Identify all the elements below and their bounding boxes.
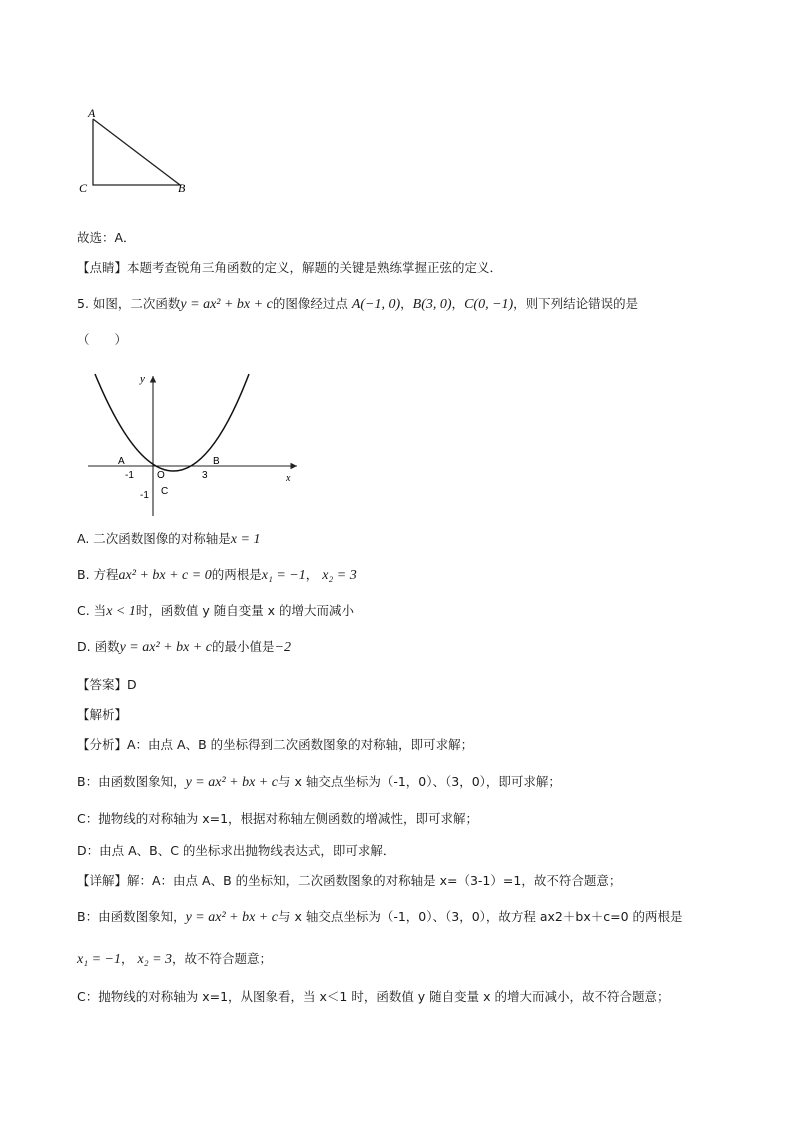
point-a-label: A: [118, 456, 125, 467]
parabola-graph: [80, 368, 310, 520]
option-b-text2: 的两根是: [211, 567, 262, 582]
point-b-label: B: [213, 456, 220, 467]
option-b-root2: x₂ = 3: [322, 568, 357, 583]
analysis-line-4: D：由点 A、B、C 的坐标求出抛物线表达式，即可求解．: [77, 843, 396, 858]
option-c: [77, 602, 354, 621]
detail-line-3-post: ，故不符合题意；: [172, 951, 273, 966]
analysis-line-1: 【分析】A：由点 A、B 的坐标得到二次函数图象的对称轴，即可求解；: [77, 737, 474, 752]
x-axis-label: x: [286, 473, 291, 484]
detail-line-3: [77, 950, 272, 969]
answer-paren: （ ）: [77, 332, 128, 347]
tick-neg1-x: -1: [125, 470, 134, 481]
detail-line-2: [77, 908, 683, 927]
detail-root2: x₂ = 3: [137, 952, 173, 967]
point-a: A(−1, 0): [351, 297, 401, 312]
tick-3: 3: [202, 470, 208, 481]
detail-line-4: C：抛物线的对称轴为 x=1，从图象看，当 x＜1 时，函数值 y 随自变量 x 的增大而减小，故不符合题意；: [77, 989, 670, 1004]
separator: ，: [305, 567, 319, 582]
option-d-value: −2: [274, 640, 291, 655]
analysis-line-2-post: 与 x 轴交点坐标为（-1，0）、（3，0），即可求解；: [277, 774, 561, 789]
point-c: C(0, −1): [464, 297, 514, 312]
triangle-figure: [70, 104, 200, 196]
detail-line-2-post: 与 x 轴交点坐标为（-1，0）、（3，0），故方程 ax2＋bx＋c=0 的两根是: [277, 909, 683, 924]
question-mid: 的图像经过点: [272, 296, 348, 311]
previous-comment: 【点睛】本题考查锐角三角函数的定义，解题的关键是熟练掌握正弦的定义．: [77, 260, 503, 275]
option-b-text: B. 方程: [77, 567, 119, 582]
point-b: B(3, 0): [412, 297, 452, 312]
detail-line-1: 【详解】解：A：由点 A、B 的坐标知，二次函数图象的对称轴是 x=（3-1）=1，故不符合题意；: [77, 873, 622, 888]
option-c-text: C. 当: [77, 603, 107, 618]
option-d-text2: 的最小值是: [211, 639, 275, 654]
option-c-math: x < 1: [106, 604, 136, 619]
option-b-root1: x₁ = −1: [261, 568, 306, 583]
option-b-equation: ax² + bx + c = 0: [118, 568, 212, 583]
answer-line: 【答案】D: [77, 677, 137, 692]
option-b: [77, 566, 357, 585]
question-function: y = ax² + bx + c: [180, 297, 273, 312]
analysis-line-2-pre: B：由函数图象知，: [77, 774, 186, 789]
y-axis-label: y: [140, 373, 145, 385]
option-d-math: y = ax² + bx + c: [119, 640, 212, 655]
option-d-text: D. 函数: [77, 639, 120, 654]
tick-neg1-y: -1: [140, 490, 149, 501]
origin-label: O: [157, 470, 165, 481]
option-d: [77, 638, 291, 657]
analysis-line-3: C：抛物线的对称轴为 x=1，根据对称轴左侧函数的增减性，即可求解；: [77, 811, 479, 826]
option-c-text2: 时，函数值 y 随自变量 x 的增大而减小: [135, 603, 355, 618]
point-c-label: C: [161, 486, 169, 497]
triangle-outline: [93, 119, 180, 185]
analysis-title: 【解析】: [77, 707, 128, 722]
detail-line-2-pre: B：由函数图象知，: [77, 909, 186, 924]
option-a-text: A. 二次函数图像的对称轴是: [77, 531, 231, 546]
vertex-b-label: B: [178, 181, 186, 195]
option-a-math: x = 1: [230, 532, 261, 547]
detail-line-2-math: y = ax² + bx + c: [185, 910, 278, 925]
analysis-line-2-math: y = ax² + bx + c: [185, 775, 278, 790]
question-prefix: 5. 如图，二次函数: [77, 296, 181, 311]
detail-root1: x₁ = −1: [77, 952, 121, 967]
separator: ，: [400, 296, 413, 311]
question-suffix: ，则下列结论错误的是: [513, 296, 639, 311]
option-a: [77, 530, 260, 549]
vertex-a-label: A: [88, 106, 96, 120]
separator: ，: [451, 296, 465, 311]
vertex-c-label: C: [79, 181, 88, 195]
separator: ，: [120, 951, 134, 966]
question-stem: [77, 295, 638, 314]
analysis-line-2: [77, 773, 561, 792]
previous-answer: 故选：A．: [77, 230, 136, 245]
